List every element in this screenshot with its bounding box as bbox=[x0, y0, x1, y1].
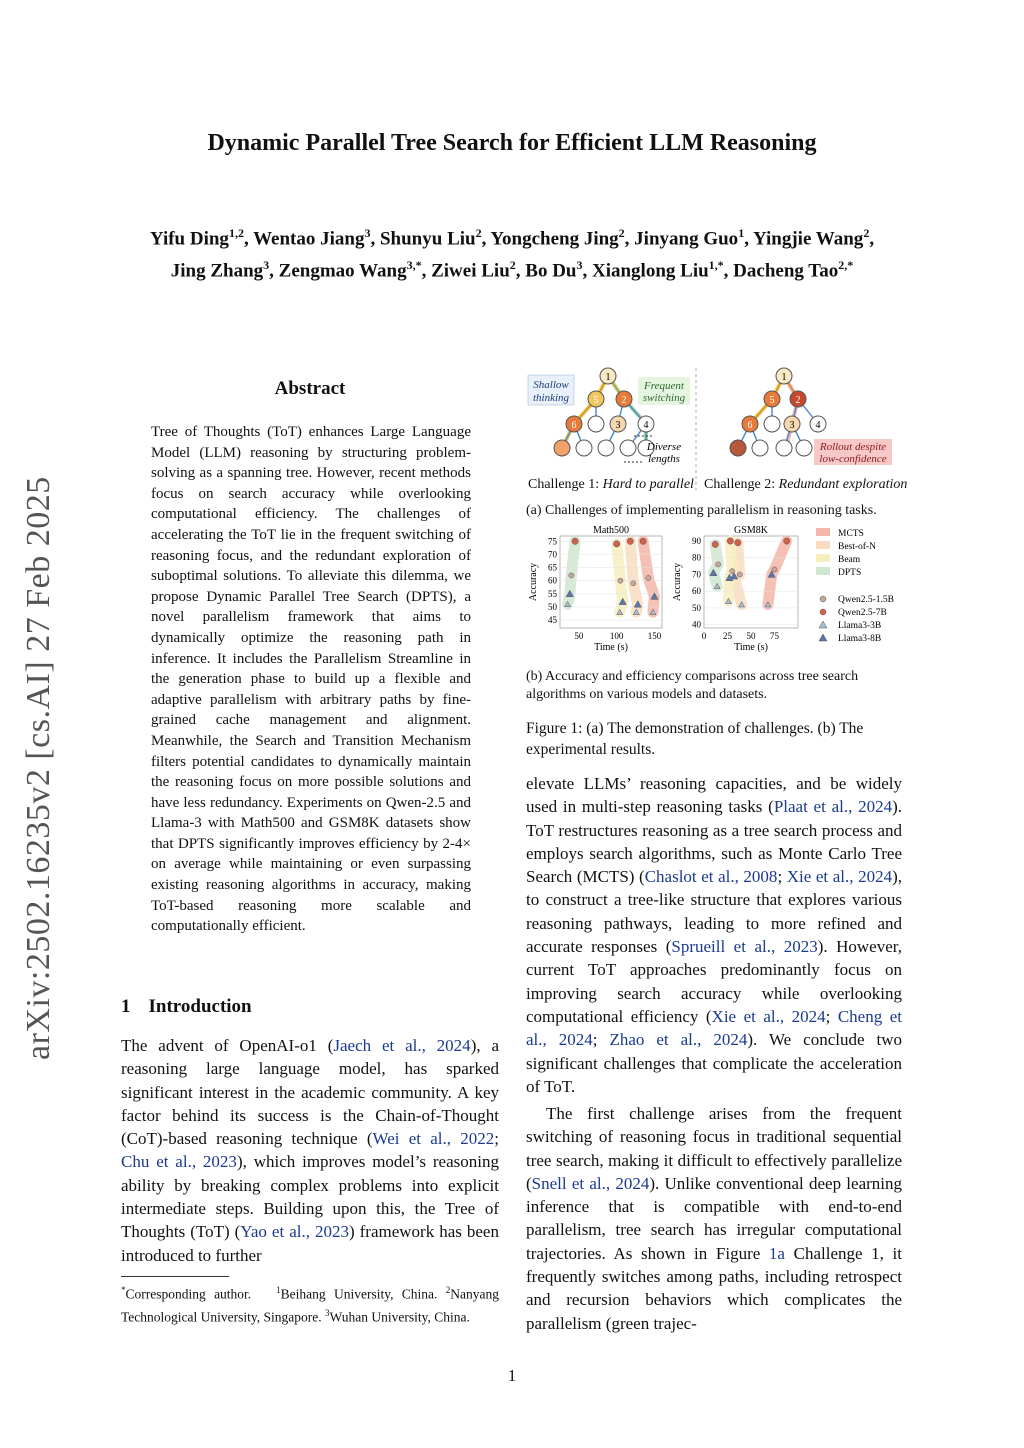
arxiv-identifier: arXiv:2502.16235v2 [cs.AI] 27 Feb 2025 bbox=[20, 476, 57, 1060]
legend-label: MCTS bbox=[838, 529, 864, 539]
author-name: Jing Zhang bbox=[170, 260, 264, 282]
abstract-heading: Abstract bbox=[274, 378, 346, 399]
leaf-node bbox=[730, 440, 746, 456]
author-affiliation-mark: 3 bbox=[364, 226, 371, 240]
challenge2-em: Redundant exploration bbox=[778, 477, 908, 492]
challenge1-em: Hard to parallel bbox=[602, 477, 694, 492]
footnote: *Corresponding author. $^1$Beihang University, China. $^2$Nanyang Technological University, Singapore. $^3$Wuhan University, China. bbox=[121, 1285, 499, 1324]
y-tick-label: 45 bbox=[548, 615, 557, 626]
citation-link[interactable]: Xie et al., 2024 bbox=[786, 867, 893, 887]
legend-marker bbox=[820, 609, 826, 615]
footnote-divider bbox=[121, 1276, 229, 1277]
chart-title: GSM8K bbox=[734, 525, 768, 536]
author-name: Dacheng Tao bbox=[733, 260, 839, 282]
caption-a: (a) Challenges of implementing parallelism in reasoning tasks. bbox=[526, 503, 877, 518]
intro-heading bbox=[121, 996, 270, 1018]
legend-label: Best-of-N bbox=[838, 542, 876, 552]
citation-link[interactable]: Jaech et al., 2024 bbox=[333, 1036, 471, 1055]
y-tick-label: 75 bbox=[548, 536, 557, 547]
page-number: 1 bbox=[507, 1366, 517, 1385]
citation-link[interactable]: Chaslot et al., 2008 bbox=[644, 867, 778, 887]
node-label: 1 bbox=[781, 372, 787, 383]
node-label: 3 bbox=[615, 420, 621, 431]
data-point bbox=[631, 581, 636, 586]
node-label: 4 bbox=[815, 420, 821, 431]
data-point bbox=[735, 539, 741, 545]
figure-1b-charts bbox=[524, 522, 908, 662]
citation-link[interactable]: Yao et al., 2023 bbox=[240, 1222, 349, 1242]
author-name: Jinyang Guo bbox=[634, 228, 739, 250]
x-axis-label: Time (s) bbox=[734, 642, 768, 653]
y-tick-label: 90 bbox=[692, 536, 701, 547]
author-affiliation-mark: 1,* bbox=[708, 258, 724, 273]
node-label: 3 bbox=[789, 420, 795, 431]
x-tick-label: 150 bbox=[647, 631, 662, 641]
node-label: 5 bbox=[593, 395, 599, 406]
author-affiliation-mark: 2 bbox=[863, 226, 870, 240]
intro-paragraph-3: The first challenge arises from the frequent switching of reasoning focus in traditional sequential tree search, making it difficult to effectively parallelize (Snell et al., 2024). Unlike conventional deep learning inference that is compatible with end-to-end parallelism, tree search has irregular computational trajectories. As shown in Figure 1a Challenge 1, it frequently switches among paths, including retrospect and recursion behaviors which complicates the parallelism (green trajec- bbox=[526, 1104, 903, 1333]
author-affiliation-mark: 3 bbox=[576, 258, 583, 273]
y-axis-label: Accuracy bbox=[672, 562, 683, 602]
challenge1-prefix: Challenge 1: bbox=[528, 477, 600, 492]
footnote-aff2: Nanyang Technological University, Singapore. bbox=[121, 1286, 499, 1324]
legend-label: Qwen2.5-7B bbox=[838, 608, 887, 618]
note-shallow-1: Shallow bbox=[533, 379, 569, 391]
author-affiliation-mark: 3,* bbox=[406, 258, 422, 273]
legend-label: Llama3-8B bbox=[838, 634, 882, 644]
x-axis-label: Time (s) bbox=[594, 642, 628, 653]
y-axis-label: Accuracy bbox=[528, 562, 539, 602]
data-point bbox=[646, 575, 651, 580]
author-affiliation-mark: 1,2 bbox=[228, 226, 244, 240]
legend-swatch bbox=[816, 554, 830, 562]
citation-link[interactable]: Cheng et al., 2024 bbox=[526, 1006, 902, 1050]
data-point bbox=[730, 569, 735, 574]
challenge1-label bbox=[528, 476, 694, 494]
data-point bbox=[727, 538, 733, 544]
challenge2-label bbox=[704, 476, 907, 494]
node-label: 4 bbox=[643, 420, 649, 431]
author-affiliation-mark: 2 bbox=[509, 258, 516, 273]
intro-paragraph-2: elevate LLMs’ reasoning capacities, and be widely used in multi-step reasoning tasks (Plaat et al., 2024). ToT restructures reasoning as a tree search process and employs search algorithms, such as Monte Carlo Tree Search (MCTS) (Chaslot et al., 2008; Xie et al., 2024), to construct a tree-like structure that explores various reasoning pathways, leading to more refined and accurate responses (Sprueill et al., 2023). However, current ToT approaches predominantly focus on improving search accuracy while overlooking computational efficiency (Xie et al., 2024; Cheng et al., 2024; Zhao et al., 2024). We conclude two significant challenges that complicate the acceleration of ToT. bbox=[526, 774, 903, 1096]
node-label: 6 bbox=[747, 420, 753, 431]
citation-link[interactable]: Plaat et al., 2024 bbox=[773, 797, 893, 817]
data-point bbox=[712, 541, 718, 547]
author-affiliation-mark: 2 bbox=[475, 226, 482, 240]
footnote-aff3: Wuhan University, China. bbox=[329, 1309, 470, 1324]
note-frequent-2: switching bbox=[642, 392, 686, 404]
x-tick-label: 25 bbox=[723, 631, 732, 641]
data-point bbox=[716, 562, 721, 567]
leaf-node bbox=[554, 440, 570, 456]
note-shallow-2: thinking bbox=[532, 392, 570, 404]
legend-label: Beam bbox=[838, 555, 861, 565]
author-name: Shunyu Liu bbox=[379, 228, 476, 250]
y-tick-label: 40 bbox=[692, 619, 701, 630]
legend-label: DPTS bbox=[838, 568, 862, 578]
citation-link[interactable]: Wei et al., 2022 bbox=[372, 1129, 495, 1149]
leaf-node bbox=[620, 440, 636, 456]
note-diverse-1: Diverse bbox=[646, 441, 682, 453]
author-affiliation-mark: 3 bbox=[263, 258, 270, 273]
citation-link[interactable]: Xie et al., 2024 bbox=[711, 1006, 826, 1026]
citation-link[interactable]: Zhao et al., 2024 bbox=[609, 1030, 748, 1050]
data-point bbox=[784, 538, 790, 544]
challenge2-prefix: Challenge 2: bbox=[704, 477, 776, 492]
node-label: 2 bbox=[795, 395, 801, 406]
x-tick-label: 0 bbox=[701, 631, 707, 641]
data-point bbox=[640, 538, 646, 544]
author-affiliation-mark: 2,* bbox=[838, 258, 854, 273]
author-line-2: Jing Zhang$^3$, Zengmao Wang$^{3,*}$, Ziwei Liu$^2$, Bo Du$^3$, Xianglong Liu$^{1,*}$, Dacheng Tao$^{2,*}$ bbox=[170, 258, 854, 282]
data-point bbox=[613, 541, 619, 547]
figure-1-caption: Figure 1: (a) The demonstration of challenges. (b) The experimental results. bbox=[526, 720, 864, 758]
citation-link[interactable]: Sprueill et al., 2023 bbox=[671, 937, 818, 957]
paper-title: Dynamic Parallel Tree Search for Efficient LLM Reasoning bbox=[207, 130, 817, 156]
node-label: 6 bbox=[571, 420, 577, 431]
data-point bbox=[772, 567, 777, 572]
y-tick-label: 60 bbox=[692, 586, 701, 597]
y-tick-label: 65 bbox=[548, 562, 557, 573]
data-point bbox=[627, 538, 633, 544]
author-name: Yifu Ding bbox=[149, 228, 229, 250]
data-point bbox=[618, 578, 623, 583]
footnote-corresponding: Corresponding author. bbox=[125, 1286, 252, 1302]
author-name: Yingjie Wang bbox=[752, 228, 864, 250]
data-point bbox=[572, 538, 578, 544]
author-affiliation-mark: 2 bbox=[618, 226, 625, 240]
author-name: Zengmao Wang bbox=[278, 260, 407, 282]
tree-right bbox=[730, 368, 892, 465]
node-label: 2 bbox=[621, 395, 627, 406]
node-empty bbox=[588, 416, 604, 432]
citation-link[interactable]: Chu et al., 2023 bbox=[121, 1152, 237, 1172]
section-title: Introduction bbox=[148, 996, 252, 1017]
author-name: Bo Du bbox=[525, 260, 577, 282]
data-point bbox=[737, 572, 742, 577]
author-name: Yongcheng Jing bbox=[490, 228, 619, 250]
citation-link[interactable]: 1a bbox=[768, 1243, 785, 1263]
abstract-body: Tree of Thoughts (ToT) enhances Large Language Model (LLM) reasoning by structuring problem-solving as a spanning tree. However, recent methods focus on search accuracy while overlooking computational efficiency. The challenges of accelerating the ToT lie in the frequent switching of reasoning focus, and the redundant exploration of suboptimal solutions. To alleviate this dilemma, we propose Dynamic Parallel Tree Search (DPTS), a novel parallelism framework that aims to dynamically optimize the reasoning path in inference. It includes the Parallelism Streamline in the generation phase to build up a flexible and adaptive parallelism with arbitrary paths by fine-grained cache management and alignment. Meanwhile, the Search and Transition Mechanism filters potential candidates to dynamically maintain the reasoning focus on more possible solutions and have less redundancy. Experiments on Qwen-2.5 and Llama-3 with Math500 and GSM8K datasets show that DPTS significantly improves efficiency by 2-4× on average while maintaining or even surpassing existing reasoning algorithms in accuracy, making ToT-based reasoning more scalable and computationally efficient. bbox=[151, 424, 471, 935]
legend-marker bbox=[820, 596, 826, 602]
y-tick-label: 70 bbox=[692, 569, 701, 580]
author-name: Ziwei Liu bbox=[431, 260, 510, 282]
citation-link[interactable]: Snell et al., 2024 bbox=[531, 1173, 650, 1193]
legend-swatch bbox=[816, 528, 830, 536]
node-label: 1 bbox=[605, 372, 611, 383]
leaf-node bbox=[598, 440, 614, 456]
y-tick-label: 55 bbox=[548, 588, 557, 599]
note-rollout-2: low-confidence bbox=[819, 453, 887, 465]
author-name: Wentao Jiang bbox=[253, 228, 365, 250]
y-tick-label: 50 bbox=[692, 602, 701, 613]
leaf-node bbox=[796, 440, 812, 456]
leaf-node bbox=[776, 440, 792, 456]
x-tick-label: 100 bbox=[609, 631, 624, 641]
legend-marker bbox=[819, 621, 827, 628]
data-point bbox=[569, 573, 574, 578]
legend-swatch bbox=[816, 567, 830, 575]
leaf-node bbox=[752, 440, 768, 456]
author-name: Xianglong Liu bbox=[591, 260, 709, 282]
y-tick-label: 70 bbox=[548, 549, 557, 560]
legend-label: Qwen2.5-1.5B bbox=[838, 595, 894, 605]
y-tick-label: 50 bbox=[548, 601, 557, 612]
caption-b: (b) Accuracy and efficiency comparisons across tree search algorithms on various models and datasets. bbox=[526, 669, 859, 702]
y-tick-label: 80 bbox=[692, 552, 701, 563]
x-tick-label: 75 bbox=[770, 631, 779, 641]
tree-left bbox=[528, 368, 690, 465]
author-list bbox=[110, 220, 914, 285]
author-line-1: Yifu Ding$^{1,2}$, Wentao Jiang$^3$, Shunyu Liu$^2$, Yongcheng Jing$^2$, Jinyang Guo$^1$, Yingjie Wang$^2$, bbox=[149, 226, 875, 250]
intro-paragraph-1: The advent of OpenAI-o1 (Jaech et al., 2024), a reasoning large language model, has sparked significant interest in the academic community. A key factor behind its success is the Chain-of-Thought (CoT)-based reasoning technique (Wei et al., 2022; Chu et al., 2023), which improves model’s reasoning ability by breaking complex problems into explicit intermediate steps. Building upon this, the Tree of Thoughts (ToT) (Yao et al., 2023) framework has been introduced to further bbox=[121, 1036, 499, 1265]
footnote-aff1: Beihang University, China. bbox=[280, 1286, 438, 1302]
node-empty bbox=[764, 416, 780, 432]
section-number: 1 bbox=[121, 996, 131, 1017]
x-tick-label: 50 bbox=[746, 631, 756, 641]
leaf-node bbox=[576, 440, 592, 456]
x-tick-label: 50 bbox=[574, 631, 584, 641]
node-label: 5 bbox=[769, 395, 775, 406]
chart-title: Math500 bbox=[592, 525, 630, 536]
author-affiliation-mark: 1 bbox=[738, 226, 745, 240]
legend-marker bbox=[819, 634, 827, 641]
legend-swatch bbox=[816, 541, 830, 549]
note-diverse-2: lengths bbox=[648, 453, 680, 465]
legend-label: Llama3-3B bbox=[838, 621, 882, 631]
note-frequent-1: Frequent bbox=[644, 380, 684, 392]
y-tick-label: 60 bbox=[548, 575, 557, 586]
note-rollout-1: Rollout despite bbox=[819, 441, 887, 453]
